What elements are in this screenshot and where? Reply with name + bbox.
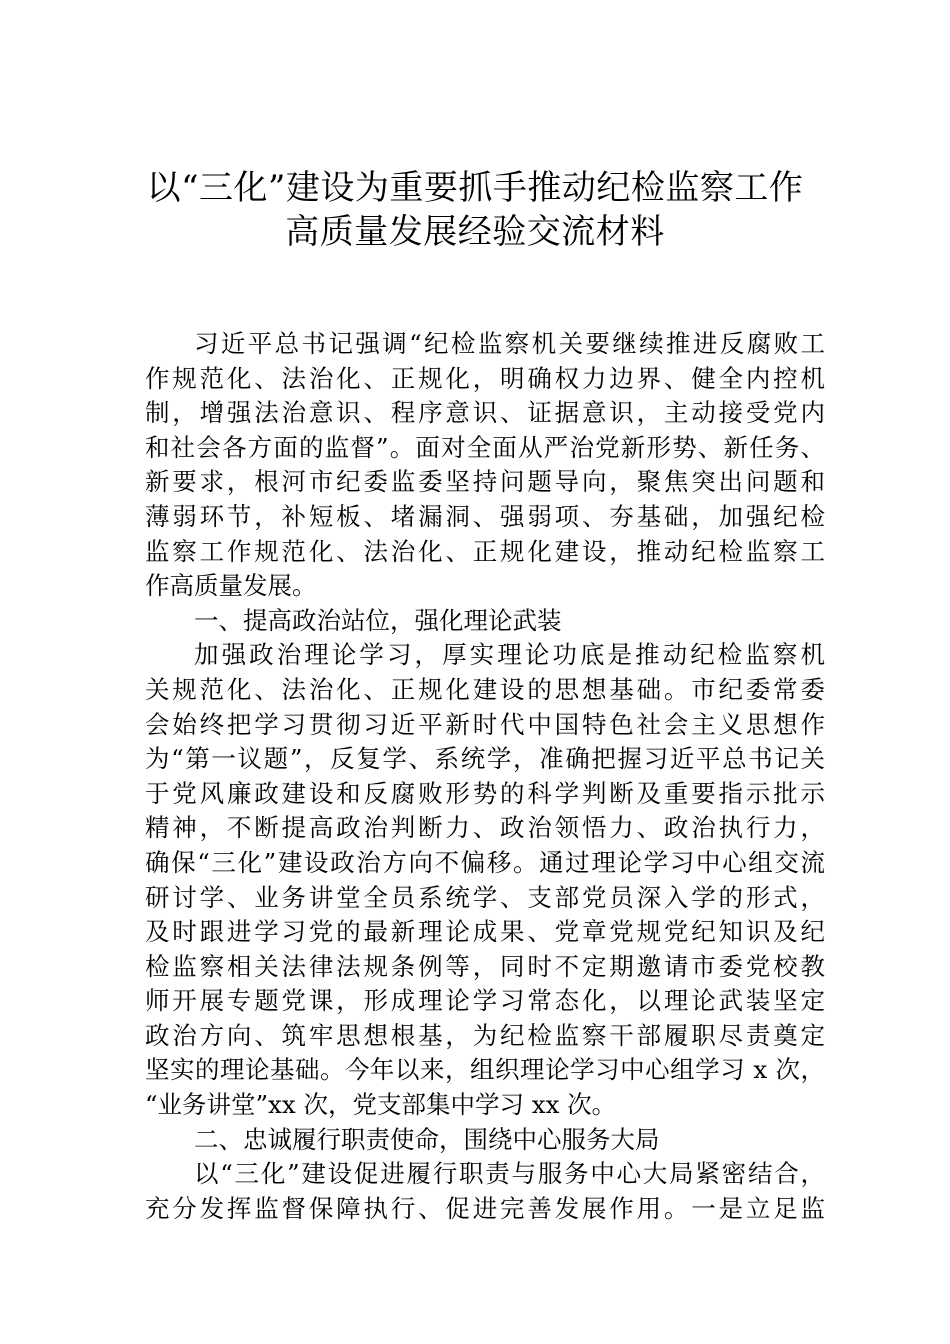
paragraph-line: 制，增强法治意识、程序意识、证据意识，主动接受党内 (145, 398, 825, 428)
paragraph-line: 作高质量发展。 (145, 571, 317, 601)
paragraph-line: 新要求，根河市纪委监委坚持问题导向，聚焦突出问题和 (145, 467, 825, 497)
paragraph-line: 研讨学、业务讲堂全员系统学、支部党员深入学的形式， (145, 882, 825, 912)
document-title-line-2: 高质量发展经验交流材料 (285, 212, 665, 252)
paragraph-line: 坚实的理论基础。今年以来，组织理论学习中心组学习 x 次， (145, 1055, 825, 1085)
paragraph-line: 习近平总书记强调“纪检监察机关要继续推进反腐败工 (194, 329, 825, 358)
paragraph-line: 检监察相关法律法规条例等，同时不定期邀请市委党校教 (145, 951, 825, 981)
paragraph-line: 及时跟进学习党的最新理论成果、党章党规党纪知识及纪 (145, 917, 825, 947)
paragraph-line: 和社会各方面的监督”。面对全面从严治党新形势、新任务、 (145, 432, 825, 462)
paragraph-line: 加强政治理论学习，厚实理论功底是推动纪检监察机 (194, 640, 825, 670)
paragraph-line: 监察工作规范化、法治化、正规化建设，推动纪检监察工 (145, 536, 825, 566)
section-heading-1: 一、提高政治站位，强化理论武装 (194, 605, 562, 635)
paragraph-line: 薄弱环节，补短板、堵漏洞、强弱项、夯基础，加强纪检 (145, 501, 825, 531)
paragraph-line: 关规范化、法治化、正规化建设的思想基础。市纪委常委 (145, 674, 825, 704)
paragraph-line: 会始终把学习贯彻习近平新时代中国特色社会主义思想作 (145, 709, 825, 739)
section-heading-2: 二、忠诚履行职责使命，围绕中心服务大局 (194, 1124, 660, 1154)
paragraph-line: 为“第一议题”，反复学、系统学，准确把握习近平总书记关 (145, 744, 825, 774)
document-title-line-1: 以“三化”建设为重要抓手推动纪检监察工作 (146, 168, 804, 208)
paragraph-line: 于党风廉政建设和反腐败形势的科学判断及重要指示批示 (145, 778, 825, 808)
paragraph-line: 充分发挥监督保障执行、促进完善发展作用。一是立足监 (145, 1193, 825, 1223)
paragraph-line: 作规范化、法治化、正规化，明确权力边界、健全内控机 (145, 363, 825, 393)
paragraph-line: 政治方向、筑牢思想根基，为纪检监察干部履职尽责奠定 (145, 1020, 825, 1050)
paragraph-line: 师开展专题党课，形成理论学习常态化，以理论武装坚定 (145, 986, 825, 1016)
paragraph-line: “业务讲堂”xx 次，党支部集中学习 xx 次。 (145, 1090, 617, 1120)
paragraph-line: 确保“三化”建设政治方向不偏移。通过理论学习中心组交流 (145, 847, 825, 877)
paragraph-line: 以“三化”建设促进履行职责与服务中心大局紧密结合， (194, 1159, 825, 1189)
paragraph-line: 精神，不断提高政治判断力、政治领悟力、政治执行力， (145, 813, 825, 843)
document-body (145, 327, 825, 1226)
